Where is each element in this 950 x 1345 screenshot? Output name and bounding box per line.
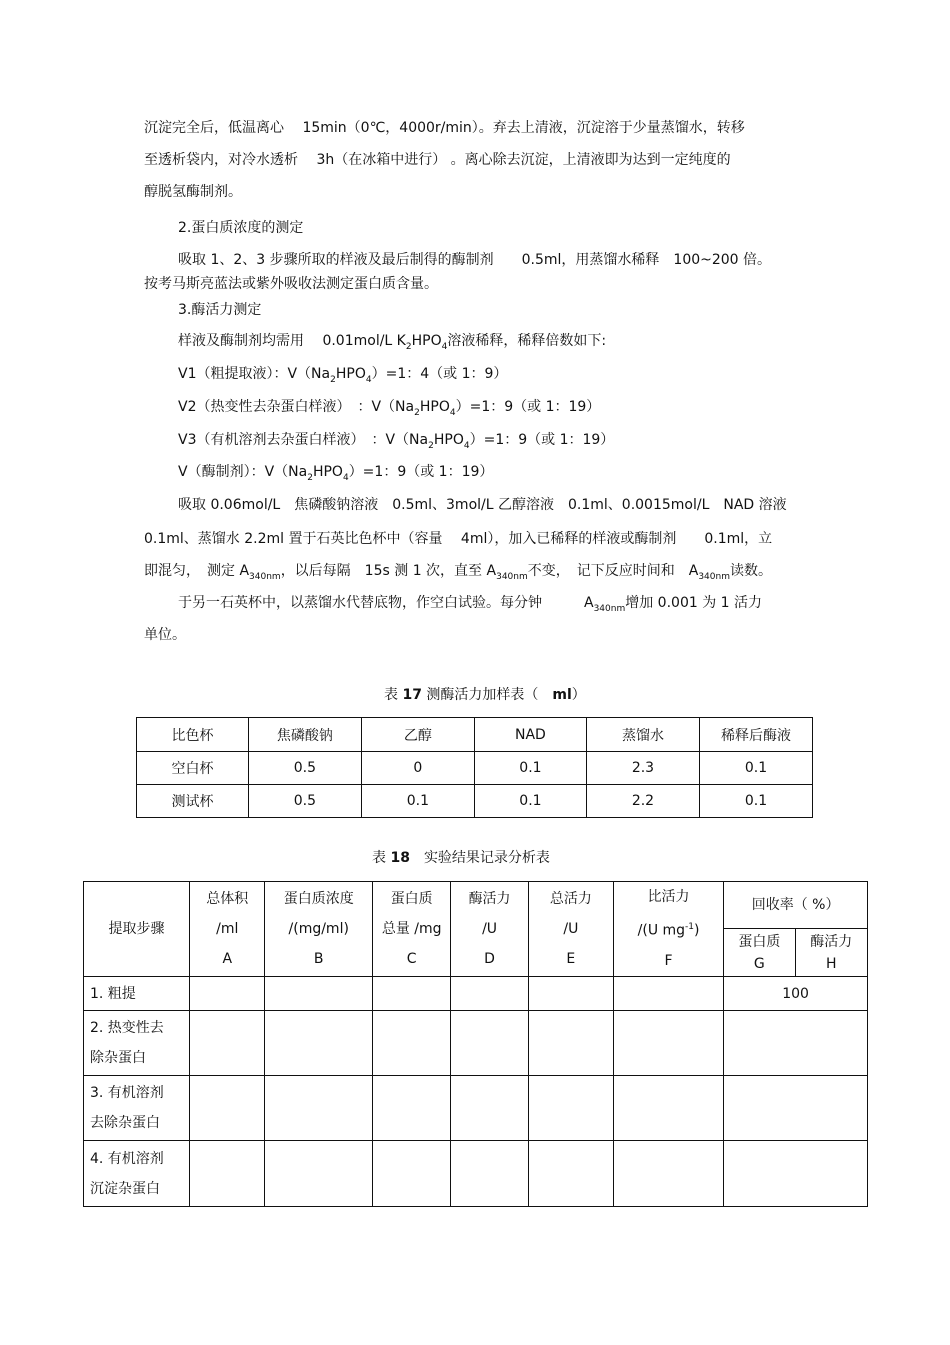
- table-header-row: [84, 882, 868, 929]
- paragraph-line: 单位。: [144, 627, 186, 643]
- table-row: [84, 1076, 868, 1141]
- table-header-cell: 蛋白质 G: [724, 929, 795, 977]
- paragraph-line: 沉淀完全后，低温离心 15min（0℃，4000r/min）。弃去上清液，沉淀溶于少量蒸馏水，转移: [144, 120, 745, 136]
- paragraph-line: 即混匀， 测定 $A_{340nm}$，以后每隔 15s 测 1 次，直至 $A_{340nm}$不变， 记下反应时间和 $A_{340nm}$读数。: [144, 563, 772, 582]
- table-header-cell: 总体积 /ml A: [190, 882, 265, 977]
- table-cell: 0.5: [248, 752, 361, 785]
- paragraph-line: 至透析袋内，对冷水透析 3h（在冰箱中进行） 。离心除去沉淀，上清液即为达到一定纯度的: [144, 152, 731, 168]
- table-cell: 0.1: [474, 785, 586, 818]
- ratio-line: V1（粗提取液）：$V(Na_2HPO_4)=1$：4（或 1：9）: [178, 366, 508, 385]
- table-header-cell: 稀释后酶液: [699, 718, 812, 752]
- table-cell: [372, 1076, 450, 1141]
- table-cell: [190, 1076, 265, 1141]
- section-heading: 3.酶活力测定: [178, 302, 262, 318]
- table-row: [84, 1011, 868, 1076]
- table-cell: 2.3: [586, 752, 699, 785]
- table-cell: 0.1: [699, 752, 812, 785]
- table-cell: [190, 977, 265, 1011]
- recovery-cell: 100: [724, 977, 868, 1011]
- table-cell: [528, 1011, 613, 1076]
- table-header-cell: 比色杯: [137, 718, 249, 752]
- table-header-cell: 焦磷酸钠: [248, 718, 361, 752]
- recovery-cell: [724, 1141, 868, 1207]
- table-cell: 0.5: [248, 785, 361, 818]
- table-cell: [372, 1141, 450, 1207]
- table-cell: [613, 977, 723, 1011]
- table-header-cell: 回收率（ %）: [724, 882, 868, 929]
- table-caption: 表 18 实验结果记录分析表: [372, 850, 550, 866]
- table-cell: [190, 1141, 265, 1207]
- table-header-cell: 酶活力 /U D: [451, 882, 528, 977]
- paragraph-line: 样液及酶制剂均需用 0.01mol/L $K_2HPO_4$溶液稀释，稀释倍数如下:: [178, 333, 607, 352]
- table-cell: [451, 977, 528, 1011]
- paragraph-line: 0.1ml、蒸馏水 2.2ml 置于石英比色杯中（容量 4ml），加入已稀释的样液或酶制剂 0.1ml，立: [144, 531, 773, 547]
- table-cell: [451, 1141, 528, 1207]
- table-row: [137, 785, 813, 818]
- table-header-cell: 酶活力 H: [795, 929, 867, 977]
- table-cell: [528, 977, 613, 1011]
- step-cell: 2. 热变性去 除杂蛋白: [84, 1011, 190, 1076]
- table-header-cell: 蛋白质 总量 /mg C: [372, 882, 450, 977]
- table-cell: [613, 1141, 723, 1207]
- table-cell: [265, 1011, 372, 1076]
- table-cell: 0.1: [474, 752, 586, 785]
- table-cell: [265, 1076, 372, 1141]
- table-cell: [528, 1141, 613, 1207]
- table-cell: [451, 1076, 528, 1141]
- paragraph-line: 吸取 0.06mol/L 焦磷酸钠溶液 0.5ml、3mol/L 乙醇溶液 0.1ml、0.0015mol/L NAD 溶液: [178, 497, 787, 513]
- table-header-cell: 蛋白质浓度 /(mg/ml) B: [265, 882, 372, 977]
- table-cell: 空白杯: [137, 752, 249, 785]
- table-header-cell: 提取步骤: [84, 882, 190, 977]
- table-cell: [451, 1011, 528, 1076]
- table-cell: [613, 1011, 723, 1076]
- table-row: [137, 752, 813, 785]
- table-header-cell: 蒸馏水: [586, 718, 699, 752]
- recovery-cell: [724, 1011, 868, 1076]
- table-caption: 表 17 测酶活力加样表（ ml）: [384, 687, 586, 703]
- table-cell: [613, 1076, 723, 1141]
- table-cell: 测试杯: [137, 785, 249, 818]
- table-cell: [265, 1141, 372, 1207]
- table-cell: 0.1: [361, 785, 474, 818]
- step-cell: 1. 粗提: [84, 977, 190, 1011]
- paragraph-line: 吸取 1、2、3 步骤所取的样液及最后制得的酶制剂 0.5ml，用蒸馏水稀释 100~200 倍。: [178, 252, 772, 268]
- table-row: [84, 977, 868, 1011]
- sample-table: [136, 717, 813, 818]
- table-cell: [372, 977, 450, 1011]
- table-cell: [190, 1011, 265, 1076]
- ratio-line: V3（有机溶剂去杂蛋白样液） ：$V(Na_2HPO_4)=1$：9（或 1：19）: [178, 432, 615, 451]
- table-cell: 2.2: [586, 785, 699, 818]
- paragraph-line: 醇脱氢酶制剂。: [144, 184, 242, 200]
- table-header-row: [137, 718, 813, 752]
- table-cell: 0: [361, 752, 474, 785]
- table-header-cell: NAD: [474, 718, 586, 752]
- table-cell: [528, 1076, 613, 1141]
- table-header-cell: 比活力 /(U $mg^{-1}$) F: [613, 882, 723, 977]
- table-cell: 0.1: [699, 785, 812, 818]
- section-heading: 2.蛋白质浓度的测定: [178, 220, 304, 236]
- ratio-line: V2（热变性去杂蛋白样液） ：$V(Na_2HPO_4)=1$：9（或 1：19）: [178, 399, 601, 418]
- paragraph-line: 于另一石英杯中，以蒸馏水代替底物，作空白试验。每分钟 $A_{340nm}$增加 0.001 为 1 活力: [178, 595, 763, 614]
- ratio-line: V（酶制剂）：$V(Na_2HPO_4)=1$：9（或 1：19）: [178, 464, 494, 483]
- table-cell: [265, 977, 372, 1011]
- table-cell: [372, 1011, 450, 1076]
- table-header-cell: 总活力 /U E: [528, 882, 613, 977]
- results-table: [83, 881, 868, 1207]
- table-row: [84, 1141, 868, 1207]
- paragraph-line: 按考马斯亮蓝法或紫外吸收法测定蛋白质含量。: [144, 276, 438, 292]
- recovery-cell: [724, 1076, 868, 1141]
- step-cell: 4. 有机溶剂 沉淀杂蛋白: [84, 1141, 190, 1207]
- step-cell: 3. 有机溶剂 去除杂蛋白: [84, 1076, 190, 1141]
- table-header-cell: 乙醇: [361, 718, 474, 752]
